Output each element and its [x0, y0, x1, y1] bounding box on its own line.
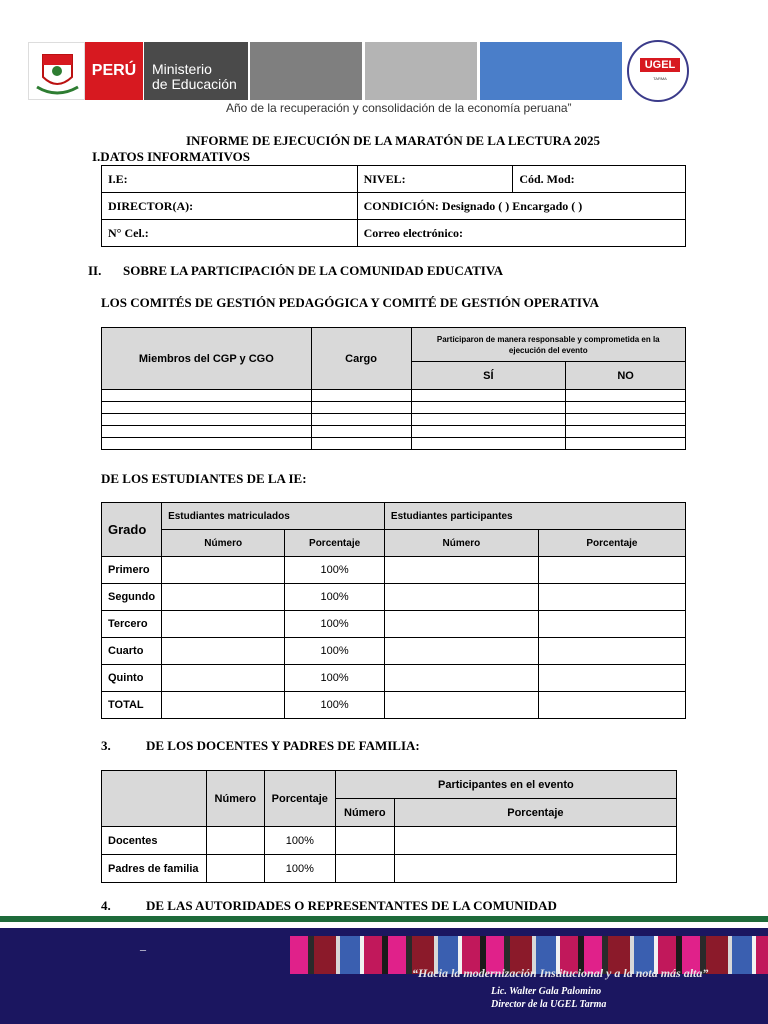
cell[interactable]: [394, 827, 676, 855]
col-porcentaje: Porcentaje: [538, 530, 685, 557]
cell[interactable]: [411, 402, 566, 414]
table-row: [102, 193, 686, 220]
cell[interactable]: [394, 855, 676, 883]
cell[interactable]: [384, 557, 538, 584]
percent-value: 100%: [264, 827, 335, 855]
cell[interactable]: [411, 426, 566, 438]
cell[interactable]: [311, 414, 411, 426]
signer-role: Director de la UGEL Tarma: [491, 999, 607, 1010]
grado-label: Segundo: [102, 584, 162, 611]
nivel-field[interactable]: NIVEL:: [357, 166, 513, 193]
ugel-logo-sub: TARMA: [653, 76, 667, 81]
grado-label: Cuarto: [102, 638, 162, 665]
table-row: [102, 692, 686, 719]
cell[interactable]: [162, 611, 285, 638]
ministerio-line2: de Educación: [152, 76, 237, 92]
table-header-row: [102, 503, 686, 530]
cell[interactable]: [538, 611, 685, 638]
peru-coat-of-arms-icon: [28, 42, 85, 100]
footer-dash: –: [140, 942, 146, 956]
percent-value: 100%: [285, 611, 385, 638]
cell[interactable]: [102, 402, 312, 414]
table-header-row: [102, 530, 686, 557]
section2-heading: SOBRE LA PARTICIPACIÓN DE LA COMUNIDAD EDUCATIVA: [123, 263, 503, 278]
cell[interactable]: [566, 426, 686, 438]
cell[interactable]: [162, 665, 285, 692]
committees-table: [101, 327, 686, 450]
table-row: [102, 414, 686, 426]
col-numero: Número: [335, 799, 394, 827]
cell[interactable]: [335, 827, 394, 855]
correo-field[interactable]: Correo electrónico:: [357, 220, 685, 247]
percent-value: 100%: [285, 557, 385, 584]
col-porcentaje: Porcentaje: [394, 799, 676, 827]
header-block-light-gray: [365, 42, 477, 100]
cell[interactable]: [311, 402, 411, 414]
cell[interactable]: [384, 638, 538, 665]
percent-value: 100%: [285, 692, 385, 719]
cell[interactable]: [384, 665, 538, 692]
col-numero: Número: [384, 530, 538, 557]
ugel-logo: [627, 40, 689, 102]
section2-number: II.: [88, 263, 102, 278]
percent-value: 100%: [285, 638, 385, 665]
col-porcentaje: Porcentaje: [285, 530, 385, 557]
table-row: [102, 390, 686, 402]
cell[interactable]: [206, 855, 264, 883]
table-row: [102, 827, 677, 855]
section3-number: 3.: [101, 738, 111, 753]
cell[interactable]: [411, 414, 566, 426]
col-cargo: Cargo: [311, 328, 411, 390]
col-si: SÍ: [411, 362, 566, 390]
percent-value: 100%: [264, 855, 335, 883]
row-label: Docentes: [102, 827, 207, 855]
document-title: INFORME DE EJECUCIÓN DE LA MARATÓN DE LA LECTURA 2025: [186, 133, 600, 148]
header-block-dark-gray: [250, 42, 362, 100]
section4-heading: DE LAS AUTORIDADES O REPRESENTANTES DE LA COMUNIDAD: [146, 898, 557, 913]
cell[interactable]: [311, 426, 411, 438]
cell[interactable]: [102, 426, 312, 438]
col-numero: Número: [206, 771, 264, 827]
col-blank: [102, 771, 207, 827]
table-row: [102, 438, 686, 450]
cell[interactable]: [384, 692, 538, 719]
table-row: [102, 584, 686, 611]
ie-field[interactable]: I.E:: [102, 166, 358, 193]
header-banner: [28, 42, 628, 100]
cell[interactable]: [538, 692, 685, 719]
cell[interactable]: [411, 438, 566, 450]
director-field[interactable]: DIRECTOR(A):: [102, 193, 358, 220]
table-header-row: [102, 328, 686, 362]
table-row: [102, 611, 686, 638]
header-block-blue: [480, 42, 622, 100]
cod-mod-field[interactable]: Cód. Mod:: [513, 166, 686, 193]
signer-name: Lic. Walter Gala Palomino: [491, 986, 602, 997]
students-table: [101, 502, 686, 719]
table-row: [102, 166, 686, 193]
cell[interactable]: [411, 390, 566, 402]
condicion-field[interactable]: CONDICIÓN: Designado ( ) Encargado ( ): [357, 193, 685, 220]
celular-field[interactable]: N° Cel.:: [102, 220, 358, 247]
cell[interactable]: [162, 557, 285, 584]
col-grado: Grado: [102, 503, 162, 557]
col-participation: Participaron de manera responsable y comprometida en la ejecución del evento: [411, 328, 686, 362]
peru-label: PERÚ: [85, 42, 143, 100]
grado-label: TOTAL: [102, 692, 162, 719]
cell[interactable]: [384, 584, 538, 611]
ugel-logo-text: UGEL: [640, 58, 680, 72]
cell[interactable]: [102, 414, 312, 426]
table-row: [102, 426, 686, 438]
table-row: [102, 402, 686, 414]
cell[interactable]: [311, 390, 411, 402]
col-porcentaje: Porcentaje: [264, 771, 335, 827]
col-participantes: Participantes en el evento: [335, 771, 676, 799]
cell[interactable]: [566, 402, 686, 414]
section4-number: 4.: [101, 898, 111, 913]
footer-stripe-white: [0, 922, 768, 924]
percent-value: 100%: [285, 665, 385, 692]
grado-label: Quinto: [102, 665, 162, 692]
row-label: Padres de familia: [102, 855, 207, 883]
footer-banner: [0, 916, 768, 1024]
cell[interactable]: [102, 438, 312, 450]
cell[interactable]: [206, 827, 264, 855]
cell[interactable]: [566, 414, 686, 426]
footer-slogan: “Hacia la modernización Institucional y a la nota más alta”: [412, 966, 709, 980]
cell[interactable]: [311, 438, 411, 450]
col-members: Miembros del CGP y CGO: [102, 328, 312, 390]
committees-heading: LOS COMITÉS DE GESTIÓN PEDAGÓGICA Y COMITÉ DE GESTIÓN OPERATIVA: [101, 295, 600, 310]
table-header-row: [102, 771, 677, 799]
cell[interactable]: [538, 638, 685, 665]
cell[interactable]: [538, 557, 685, 584]
percent-value: 100%: [285, 584, 385, 611]
cell[interactable]: [566, 438, 686, 450]
cell[interactable]: [102, 390, 312, 402]
cell[interactable]: [384, 611, 538, 638]
grado-label: Primero: [102, 557, 162, 584]
table-row: [102, 557, 686, 584]
cell[interactable]: [538, 584, 685, 611]
datos-informativos-table: [101, 165, 686, 247]
table-row: [102, 855, 677, 883]
ministerio-label: [144, 42, 248, 100]
cell[interactable]: [162, 584, 285, 611]
cell[interactable]: [566, 390, 686, 402]
section1-heading: I.DATOS INFORMATIVOS: [92, 149, 250, 164]
grado-label: Tercero: [102, 611, 162, 638]
year-slogan: Año de la recuperación y consolidación de la economía peruana”: [226, 101, 572, 115]
section3-heading: DE LOS DOCENTES Y PADRES DE FAMILIA:: [146, 738, 420, 753]
col-participantes: Estudiantes participantes: [384, 503, 685, 530]
docentes-padres-table: [101, 770, 677, 883]
table-row: [102, 638, 686, 665]
ministerio-line1: Ministerio: [152, 61, 212, 77]
table-row: [102, 220, 686, 247]
students-heading: DE LOS ESTUDIANTES DE LA IE:: [101, 471, 307, 486]
col-numero: Número: [162, 530, 285, 557]
cell[interactable]: [162, 638, 285, 665]
col-matriculados: Estudiantes matriculados: [162, 503, 385, 530]
cell[interactable]: [538, 665, 685, 692]
cell[interactable]: [162, 692, 285, 719]
col-no: NO: [566, 362, 686, 390]
cell[interactable]: [335, 855, 394, 883]
table-row: [102, 665, 686, 692]
